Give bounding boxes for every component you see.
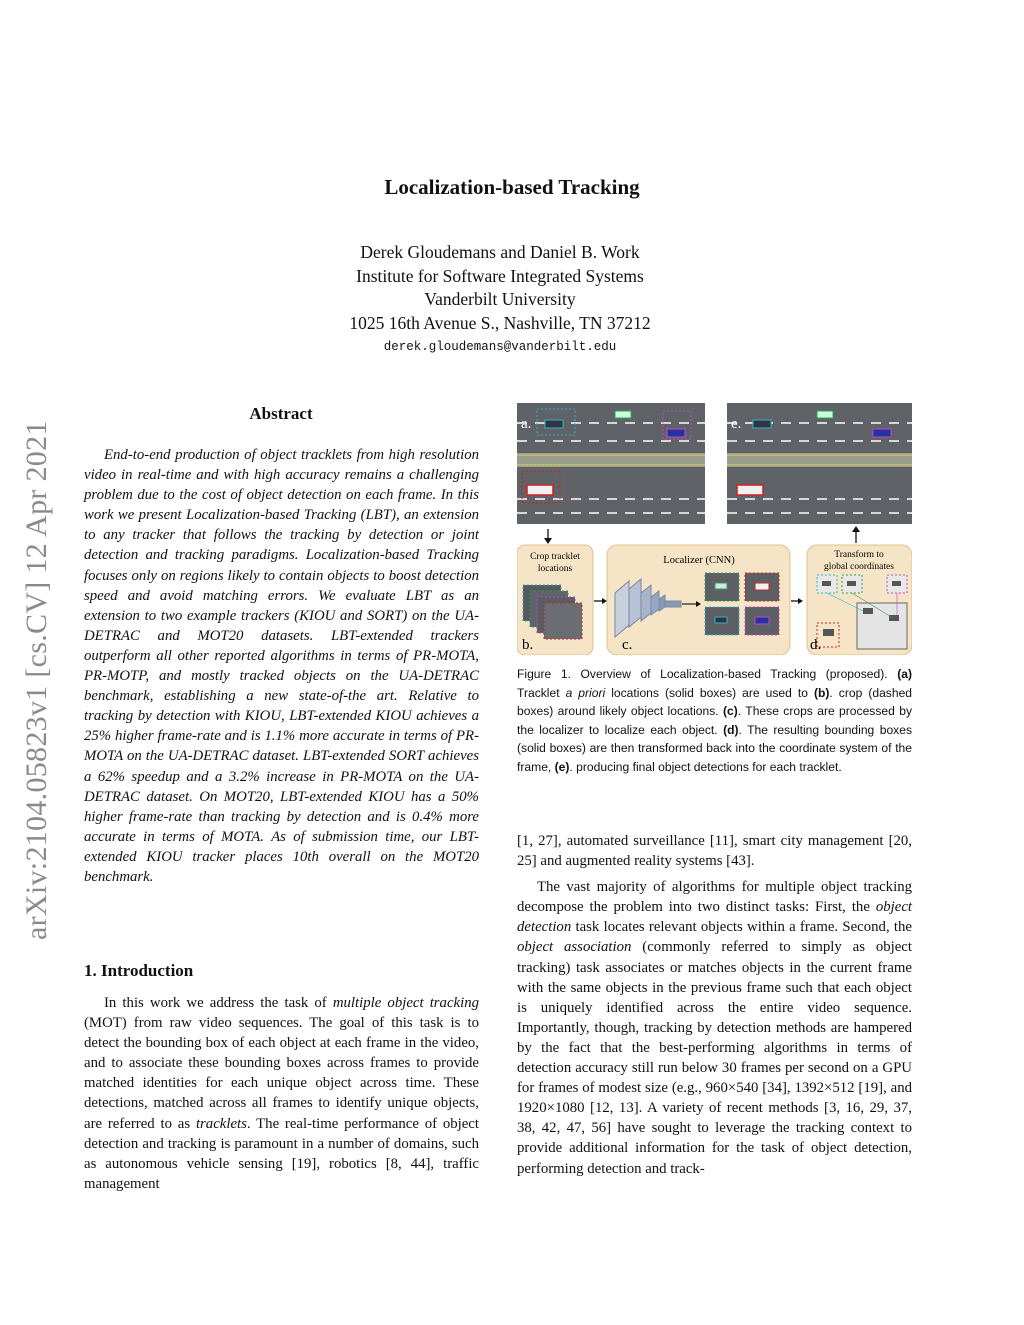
label-c: c. [622, 637, 633, 653]
author-email[interactable]: derek.gloudemans@vanderbilt.edu [383, 340, 617, 354]
label-a: a. [521, 416, 532, 432]
author-institute: Institute for Software Integrated Systems [356, 265, 644, 286]
abstract-body [84, 445, 479, 887]
author-names: Derek Gloudemans and Daniel B. Work [360, 242, 640, 262]
intro-heading: 1. Introduction [84, 961, 194, 980]
right-paragraph-2: The vast majority of algorithms for multiple object tracking decompose the problem into two distinct tasks: First, the object detection task locates relevant objects within a frame. Second, the object association (commonly referred to simply as object tracking) task associates or matches objects in the current frame with the same objects in the previous frame such that each object is uniquely identified across the entire video sequence. Importantly, though, tracking by detection methods are hampered by the fact that the best-performing algorithms in terms of detection accuracy still run below 30 frames per second on a GPU for frames of modest size (e.g., 960×540 [34], 1392×512 [19], and 1920×1080 [12, 13]. A variety of recent methods [3, 16, 29, 37, 38, 42, 47, 56] have sought to leverage the tracking context to provide additional information for the task of object detection, performing detection and track- [517, 879, 912, 1177]
abstract-text: End-to-end production of object tracklets from high resolution video in real-time and with high accuracy remains a challenging problem due to the cost of object detection on each frame. In this work we present Localization-based Tracking (LBT), an extension to any tracker that follows the tracking by detection or joint detection and tracking paradigms. Localization-based Tracking focuses only on regions likely to contain objects to boost detection speed and avoid matching errors. We evaluate LBT as an extension to two example trackers (KIOU and SORT) on the UA-DETRAC and MOT20 datasets. LBT-extended trackers outperform all other reported algorithms in terms of PR-MOTA, PR-MOTP, and mostly tracked objects on the UA-DETRAC benchmark, establishing a new state-of-the art. Relative to tracking by detection with KIOU, LBT-extended KIOU achieves a 25% higher frame-rate and is 1.1% more accurate in terms of PR-MOTA on the UA-DETRAC dataset. LBT-extended SORT achieves a 62% speedup and a 3.2% increase in PR-MOTA on the UA-DETRAC dataset. On MOT20, LBT-extended KIOU has a 50% higher frame-rate than tracking by detection and is 0.4% more accurate in terms of MOTA. As of submission time, our LBT-extended KIOU tracker places 10th overall on the MOT20 benchmark. [84, 447, 479, 885]
frame-e [727, 403, 912, 524]
figure-1 [517, 403, 912, 655]
arxiv-stamp: arXiv:2104.05823v1 [cs.CV] 12 Apr 2021 [20, 420, 53, 940]
author-address: 1025 16th Avenue S., Nashville, TN 37212 [349, 312, 651, 333]
label-b: b. [522, 637, 534, 653]
author-block [0, 241, 1000, 335]
author-university: Vanderbilt University [424, 289, 576, 309]
figure-caption: Figure 1. Overview of Localization-based Tracking (proposed). (a) Tracklet a priori locations (solid boxes) are used to (b). crop (dashed boxes) around likely object locations. (c). These crops are processed by the localizer to localize each object. (d). The resulting bounding boxes (solid boxes) are then transformed back into the coordinate system of the frame, (e). producing final object detections for each tracklet. [517, 667, 913, 774]
crop-label-2: locations [537, 564, 573, 574]
panel-b [517, 545, 593, 655]
intro-paragraph: In this work we address the task of multiple object tracking (MOT) from raw video sequences. The goal of this task is to detect the bounding box of each object at each frame in the video, and to associate these bounding boxes across frames to provide matched identities for each unique object across time. These detections, matched across all frames to identify unique objects, are referred to as tracklets. The real-time performance of object detection and tracking is paramount in a number of domains, such as autonomous vehicle sensing [19], robotics [8, 44], traffic management [84, 995, 479, 1192]
paper-title: Localization-based Tracking [384, 175, 640, 199]
panel-d [807, 545, 912, 655]
label-e: e. [731, 416, 742, 432]
label-d: d. [810, 637, 822, 653]
panel-c [607, 545, 790, 655]
transform-label-1: Transform to [834, 550, 884, 560]
frame-a [517, 403, 705, 524]
right-column-body [517, 831, 912, 1179]
localizer-label: Localizer (CNN) [663, 555, 735, 566]
right-cont-paragraph: [1, 27], automated surveillance [11], smart city management [20, 25] and augmented reality systems [43]. [517, 833, 912, 870]
transform-label-2: global coordinates [824, 562, 894, 572]
abstract-heading: Abstract [249, 404, 313, 423]
crop-label-1: Crop tracklet [530, 552, 580, 562]
intro-body [84, 993, 479, 1194]
